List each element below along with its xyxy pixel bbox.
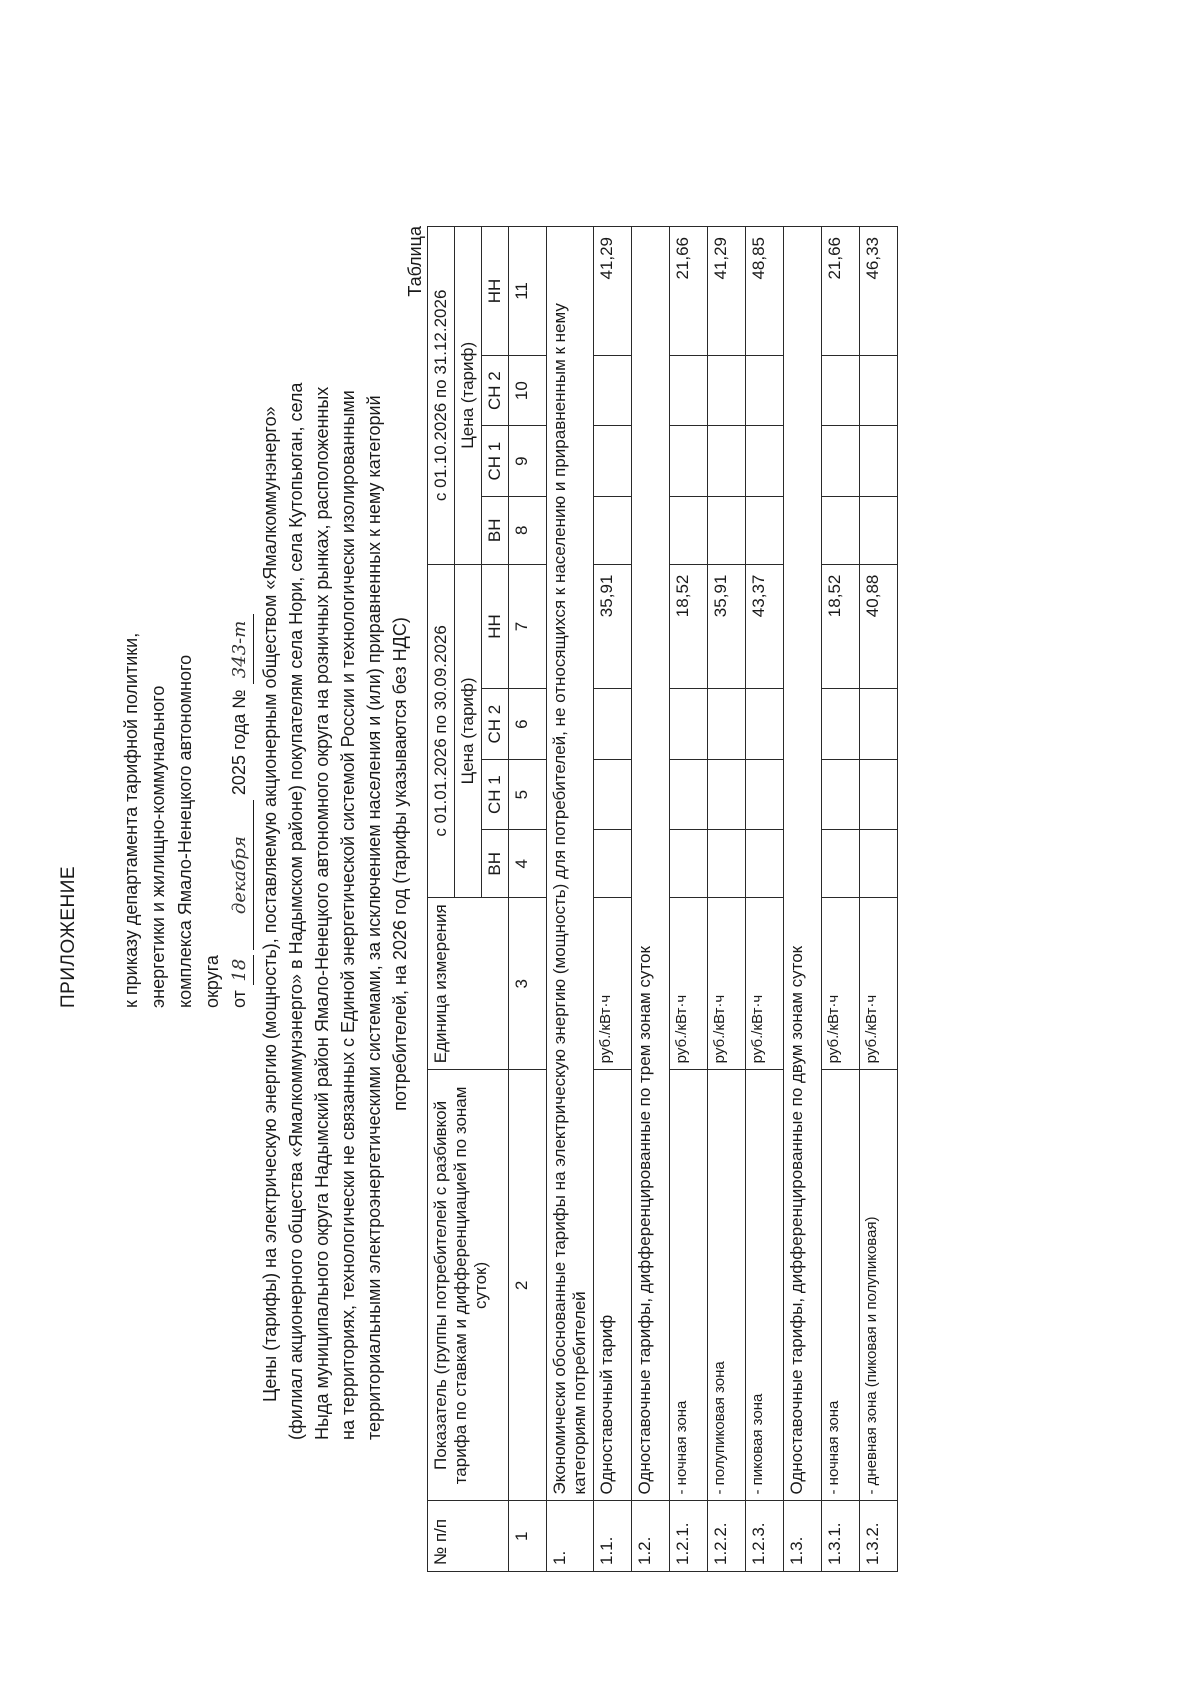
col-number: 3 (509, 898, 547, 1070)
col-number: 2 (509, 1070, 547, 1501)
row-nn-period-2: 41,29 (708, 227, 746, 356)
section-title: Экономически обоснованные тарифы на электрическую энергию (мощность) для потребителей, не относящихся к населению и приравненным к нему категориям потребителей (547, 227, 594, 1502)
col-number: 7 (509, 564, 547, 689)
caption-line: Цены (тарифы) на электрическую энергию (мощность), поставляемую акционерным обществом «Ямалкоммунэнерго» (260, 406, 280, 1402)
row-indicator: Одноставочный тариф (594, 1070, 632, 1501)
row-indicator: - ночная зона (670, 1070, 708, 1501)
row-num: 1.3.2. (860, 1501, 898, 1572)
row-unit: руб./кВт·ч (708, 898, 746, 1070)
table-row (860, 227, 898, 1572)
row-num: 1.1. (594, 1501, 632, 1572)
header-level-sn1: СН 1 (482, 759, 509, 830)
header-level-vn: ВН (482, 496, 509, 564)
order-reference (118, 448, 254, 1008)
order-line: энергетики и жилищно-коммунального (148, 685, 168, 1008)
row-unit: руб./кВт·ч (822, 898, 860, 1070)
table-row (670, 227, 708, 1572)
section-title: Одноставочные тарифы, дифференцированные по трем зонам суток (632, 227, 670, 1502)
month-field (226, 800, 254, 950)
year-number-text: 2025 года № (229, 689, 249, 796)
header-indicator: Показатель (группы потребителей с разбивкой тарифа по ставкам и дифференциацией по зонам суток) (428, 1070, 509, 1501)
handwritten-month: декабря (229, 836, 250, 915)
table-row (822, 227, 860, 1572)
col-number: 6 (509, 689, 547, 760)
row-nn-period-1: 18,52 (822, 564, 860, 689)
row-unit: руб./кВт·ч (860, 898, 898, 1070)
table-row (746, 227, 784, 1572)
row-nn-period-1: 43,37 (746, 564, 784, 689)
row-num: 1.2.2. (708, 1501, 746, 1572)
section-num: 1. (547, 1501, 594, 1572)
header-period-1: с 01.01.2026 по 30.09.2026 (428, 564, 455, 898)
order-date-line (226, 448, 254, 1008)
number-field (226, 614, 254, 684)
row-unit: руб./кВт·ч (670, 898, 708, 1070)
row-nn-period-2: 46,33 (860, 227, 898, 356)
header-unit: Единица измерения (428, 898, 509, 1070)
document-caption (257, 288, 413, 1440)
header-level-nn: НН (482, 227, 509, 356)
row-num: 1.2.1. (670, 1501, 708, 1572)
header-num: № п/п (428, 1501, 509, 1572)
row-indicator: - ночная зона (822, 1070, 860, 1501)
col-number: 4 (509, 830, 547, 898)
row-nn-period-1: 18,52 (670, 564, 708, 689)
row-nn-period-1: 35,91 (594, 564, 632, 689)
row-indicator: - пиковая зона (746, 1070, 784, 1501)
col-number: 9 (509, 426, 547, 497)
header-price-2: Цена (тариф) (455, 227, 482, 565)
row-indicator: - дневная зона (пиковая и полупиковая) (860, 1070, 898, 1501)
header-level-nn: НН (482, 564, 509, 689)
section-title: Одноставочные тарифы, дифференцированные по двум зонам суток (784, 227, 822, 1502)
row-nn-period-1: 35,91 (708, 564, 746, 689)
row-num: 1.3.1. (822, 1501, 860, 1572)
row-unit: руб./кВт·ч (746, 898, 784, 1070)
row-nn-period-2: 48,85 (746, 227, 784, 356)
order-line: комплекса Ямало-Ненецкого автономного (175, 654, 195, 1008)
header-level-sn2: СН 2 (482, 355, 509, 426)
handwritten-number: 343-т (229, 620, 250, 679)
row-nn-period-2: 21,66 (822, 227, 860, 356)
caption-line: потребителей, на 2026 год (тарифы указываются без НДС) (390, 617, 410, 1111)
day-field (226, 955, 254, 985)
col-number: 5 (509, 759, 547, 830)
row-nn-period-2: 41,29 (594, 227, 632, 356)
tariff-table (427, 226, 898, 1572)
header-price-1: Цена (тариф) (455, 564, 482, 898)
table-row (708, 227, 746, 1572)
header-level-sn1: СН 1 (482, 426, 509, 497)
caption-line: Ныда муниципального округа Надымский район Ямало-Ненецкого автономного округа на розничных рынках, расположенных (312, 386, 332, 1440)
caption-line: территориальными электроэнергетическими системами, за исключением населения и (или) приравненных к нему категорий (364, 395, 384, 1440)
order-line: к приказу департамента тарифной политики, (121, 632, 141, 1008)
date-prefix: от (229, 990, 249, 1008)
row-nn-period-2: 21,66 (670, 227, 708, 356)
caption-line: на территориях, технологически не связанных с Единой энергетической системой России и технологически изолированными (338, 390, 358, 1440)
col-number: 11 (509, 227, 547, 356)
row-num: 1.2.3. (746, 1501, 784, 1572)
caption-line: (филиал акционерного общества «Ямалкоммунэнерго» в Надымском районе) покупателям села Нори, села Кутопьюган, села (286, 382, 306, 1440)
row-indicator: - полупиковая зона (708, 1070, 746, 1501)
appendix-title: ПРИЛОЖЕНИЕ (58, 865, 79, 1008)
row-unit: руб./кВт·ч (594, 898, 632, 1070)
header-level-sn2: СН 2 (482, 689, 509, 760)
col-number: 1 (509, 1501, 547, 1572)
table-row (594, 227, 632, 1572)
col-number: 10 (509, 355, 547, 426)
table-label: Таблица (405, 226, 425, 297)
header-level-vn: ВН (482, 830, 509, 898)
col-number: 8 (509, 496, 547, 564)
section-num: 1.2. (632, 1501, 670, 1572)
row-nn-period-1: 40,88 (860, 564, 898, 689)
order-line: округа (202, 955, 222, 1008)
handwritten-day: 18 (229, 958, 250, 982)
section-num: 1.3. (784, 1501, 822, 1572)
header-period-2: с 01.10.2026 по 31.12.2026 (428, 227, 455, 565)
